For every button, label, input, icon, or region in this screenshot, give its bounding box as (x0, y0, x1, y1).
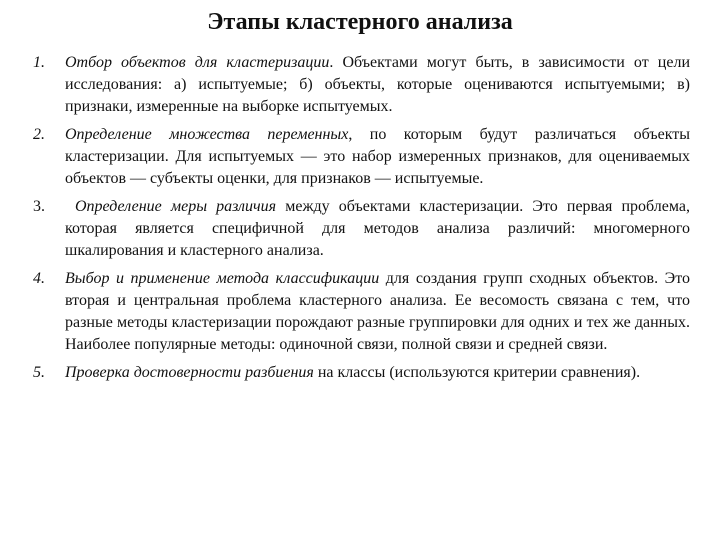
item-number: 1. (33, 54, 45, 71)
list-item-5 (33, 362, 690, 384)
item-text: , по которым будут различаться объекты кластеризации. Для испытуемых — это набор измеренных признаков, для оцениваемых объектов — субъекты оценки, для признаков — испытуемые. (65, 126, 691, 187)
list-item-3 (33, 196, 690, 262)
item-term: Определение меры различия (75, 198, 277, 215)
item-number: 5. (33, 364, 45, 381)
list-item-4 (33, 268, 690, 356)
list-item-2 (33, 124, 690, 190)
item-number: 2. (33, 126, 45, 143)
item-text: между объектами кластеризации. Это первая проблема, которая является специфичной для методов анализа различий: многомерного шкалирования и кластерного анализа. (65, 198, 690, 259)
item-number: 3. (33, 198, 45, 215)
item-text: . Объектами могут быть, в зависимости от цели исследования: а) испытуемые; б) объекты, которые оцениваются испытуемыми; в) признаки, измеренные на выборке испытуемых. (65, 54, 691, 115)
item-term: Выбор и применение метода классификации (65, 270, 380, 287)
item-term: Определение множества переменных (65, 126, 349, 143)
item-term: Проверка достоверности разбиения (65, 364, 314, 381)
item-text: для создания групп сходных объектов. Это вторая и центральная проблема кластерного анализа. Ее весомость связана с тем, что разные методы кластеризации порождают разные группировки для одних и тех же данных. Наиболее популярные методы: одиночной связи, полной связи и средней связи. (65, 270, 690, 353)
item-number: 4. (33, 270, 45, 287)
slide-title: Этапы кластерного анализа (207, 9, 513, 35)
item-text: на классы (используются критерии сравнения). (313, 364, 641, 381)
item-term: Отбор объектов для кластеризации (65, 54, 330, 71)
stages-list (33, 52, 690, 390)
list-item-1 (33, 52, 690, 118)
